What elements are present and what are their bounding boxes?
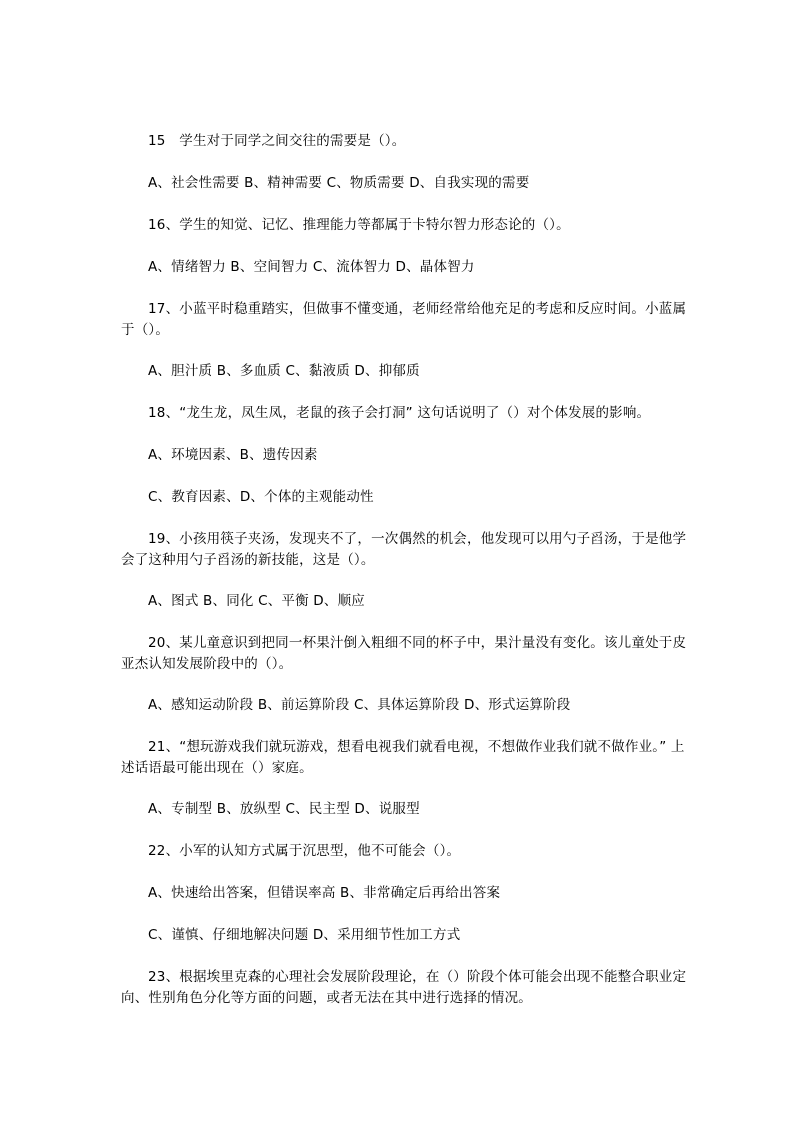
question-20-options: A、感知运动阶段 B、前运算阶段 C、具体运算阶段 D、形式运算阶段 <box>148 696 571 713</box>
question-22-options-ab: A、快速给出答案，但错误率高 B、非常确定后再给出答案 <box>148 884 501 901</box>
question-19-options: A、图式 B、同化 C、平衡 D、顺应 <box>148 592 365 609</box>
question-19: 19、小孩用筷子夹汤，发现夹不了，一次偶然的机会，他发现可以用勺子舀汤，于是他学会了这种用勺子舀汤的新技能，这是（）。 <box>121 530 687 568</box>
question-21: 21、“想玩游戏我们就玩游戏，想看电视我们就看电视，不想做作业我们就不做作业。” 上述话语最可能出现在（）家庭。 <box>121 738 685 776</box>
question-15-options: A、社会性需要 B、精神需要 C、物质需要 D、自我实现的需要 <box>148 174 530 191</box>
question-17-options: A、胆汁质 B、多血质 C、黏液质 D、抑郁质 <box>148 362 420 379</box>
question-22-options-cd: C、谨慎、仔细地解决问题 D、采用细节性加工方式 <box>148 926 461 943</box>
question-18: 18、“龙生龙，凤生凤，老鼠的孩子会打洞” 这句话说明了（）对个体发展的影响。 <box>148 404 651 421</box>
question-16: 16、学生的知觉、记忆、推理能力等都属于卡特尔智力形态论的（）。 <box>148 216 570 233</box>
question-15: 15 学生对于同学之间交往的需要是（）。 <box>148 132 406 149</box>
question-21-options: A、专制型 B、放纵型 C、民主型 D、说服型 <box>148 800 420 817</box>
question-18-options-ab: A、环境因素、B、遗传因素 <box>148 446 318 463</box>
question-20: 20、某儿童意识到把同一杯果汁倒入粗细不同的杯子中，果汁量没有变化。该儿童处于皮亚杰认知发展阶段中的（）。 <box>121 634 687 672</box>
question-16-options: A、情绪智力 B、空间智力 C、流体智力 D、晶体智力 <box>148 258 475 275</box>
question-17: 17、小蓝平时稳重踏实，但做事不懂变通，老师经常给他充足的考虑和反应时间。小蓝属于（）。 <box>121 300 687 338</box>
question-22: 22、小军的认知方式属于沉思型，他不可能会（）。 <box>148 842 461 859</box>
question-23: 23、根据埃里克森的心理社会发展阶段理论，在（）阶段个体可能会出现不能整合职业定向、性别角色分化等方面的问题，或者无法在其中进行选择的情况。 <box>121 968 687 1006</box>
question-18-options-cd: C、教育因素、D、个体的主观能动性 <box>148 488 374 505</box>
